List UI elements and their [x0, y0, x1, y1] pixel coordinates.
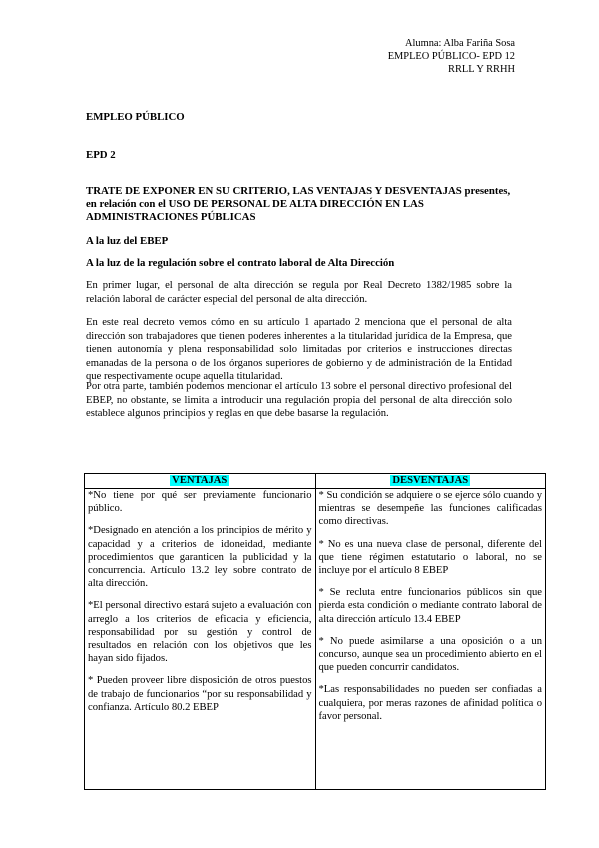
paragraph-1: En primer lugar, el personal de alta dirección se regula por Real Decreto 1382/1985 sobre la relación laboral de carácter especial del personal de alta dirección. — [86, 280, 512, 305]
desventaja-item: * Se recluta entre funcionarios públicos sin que pierda esta condición o mediante contrato laboral de alta dirección artículo 13.4 EBEP — [318, 587, 542, 625]
desventaja-item: * Su condición se adquiere o se ejerce sólo cuando y mientras se desempeñe las funciones calificadas como directivas. — [318, 490, 542, 528]
table-row — [85, 489, 546, 790]
ventaja-item: *No tiene por qué ser previamente funcionario público. — [88, 490, 312, 515]
desventaja-item: * No puede asimilarse a una oposición o a un concurso, aunque sea un procedimiento abierto en el que pueden concurrir candidatos. — [318, 635, 542, 674]
desventajas-header: DESVENTAJAS — [392, 475, 469, 486]
comparison-table — [84, 473, 546, 790]
main-heading: TRATE DE EXPONER EN SU CRITERIO, LAS VENTAJAS Y DESVENTAJAS presentes, en relación con el USO DE PERSONAL DE ALTA DIRECCIÓN EN LAS ADMINISTRACIONES PÚBLICAS — [86, 185, 511, 224]
document-title: EMPLEO PÚBLICO — [86, 111, 185, 123]
header-student-name: Alumna: Alba Fariña Sosa — [405, 38, 515, 49]
section-heading-alta-direccion: A la luz de la regulación sobre el contrato laboral de Alta Dirección — [86, 257, 395, 269]
paragraph-3: Por otra parte, también podemos mencionar el artículo 13 sobre el personal directivo profesional del EBEP, no obstante, se limita a introducir una regulación propia del personal de alta dirección solo establece algunos principios y reglas en que debe basarse la regulación. — [86, 381, 512, 420]
header-course: EMPLEO PÚBLICO- EPD 12 — [387, 51, 515, 62]
ventajas-header-cell — [85, 474, 316, 489]
desventajas-header-cell — [315, 474, 546, 489]
ventaja-item: *Designado en atención a los principios de mérito y capacidad y a criterios de idoneidad, mediante procedimientos que garanticen la publicidad y la concurrencia. Artículo 13.2 ley sobre contrato de alta dirección. — [88, 525, 312, 590]
section-heading-ebep: A la luz del EBEP — [86, 235, 169, 247]
ventaja-item: * Pueden proveer libre disposición de otros puestos de trabajo de funcionarios “por su responsabilidad y confianza. Artículo 80.2 EBEP — [88, 675, 312, 713]
desventajas-cell — [315, 489, 546, 790]
document-subtitle: EPD 2 — [86, 149, 116, 161]
ventajas-header: VENTAJAS — [172, 475, 228, 486]
desventaja-item: *Las responsabilidades no pueden ser confiadas a cualquiera, por meras razones de afinidad política o favor personal. — [318, 684, 542, 722]
header-degree: RRLL Y RRHH — [448, 64, 515, 75]
desventaja-item: * No es una nueva clase de personal, diferente del que tiene régimen estatutario o laboral, no se incluye por el artículo 8 EBEP — [318, 538, 542, 577]
table-header-row — [85, 474, 546, 489]
paragraph-2: En este real decreto vemos cómo en su artículo 1 apartado 2 menciona que el personal de alta dirección son trabajadores que tienen poderes inherentes a la titularidad jurídica de la Empresa, que tienen autonomía y plena responsabilidad solo limitadas por criterios e instrucciones directas emanadas de la persona o de los órganos superiores de gobierno y de administración de la Entidad que respectivamente ocupe aquella titularidad. — [86, 317, 512, 383]
ventaja-item: *El personal directivo estará sujeto a evaluación con arreglo a los criterios de eficacia y eficiencia, responsabilidad por su gestión y control de resultados en relación con los objetivos que les hayan sido fijados. — [88, 600, 312, 665]
ventajas-cell — [85, 489, 316, 790]
document-header — [388, 37, 515, 76]
